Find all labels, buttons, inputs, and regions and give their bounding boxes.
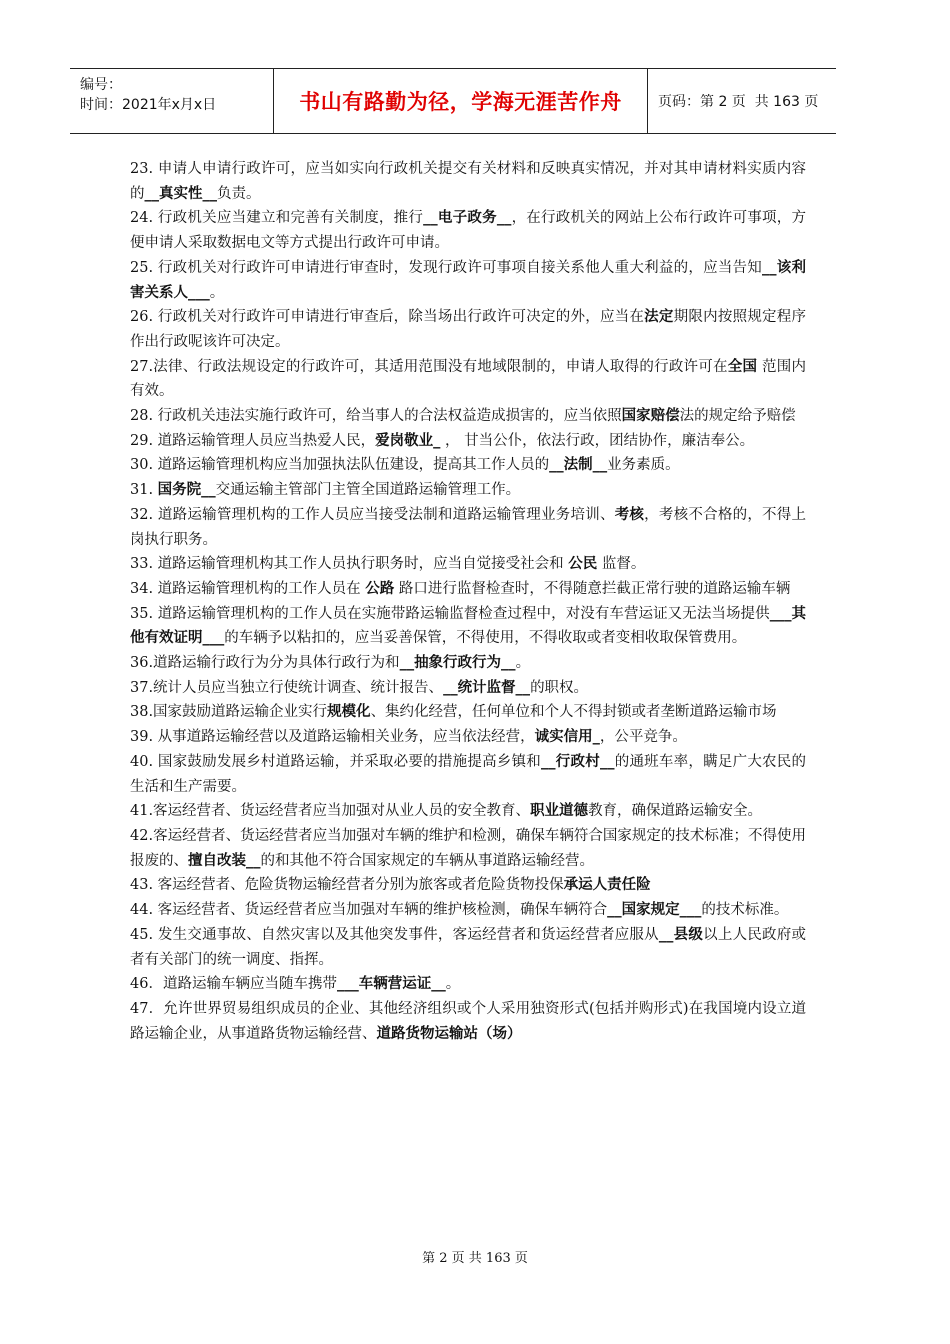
question-text: 24. 行政机关应当建立和完善有关制度，推行 xyxy=(130,210,424,227)
question-text: 41.客运经营者、货运经营者应当加强对从业人员的安全教育、 xyxy=(130,803,531,820)
question-text: 、集约化经营，任何单位和个人不得封锁或者垄断道路运输市场 xyxy=(370,704,777,721)
answer-text: 公民 xyxy=(568,555,598,573)
question-text: 26. 行政机关对行政许可申请进行审查后，除当场出行政许可决定的外，应当在 xyxy=(130,309,645,326)
question-text: 31. xyxy=(130,482,158,499)
header-page-cell xyxy=(648,69,836,133)
header-motto-cell xyxy=(274,69,648,133)
question-text: 。 xyxy=(445,976,461,993)
question-text: 交通运输主管部门主管全国道路运输管理工作。 xyxy=(215,482,521,499)
question-item xyxy=(130,972,806,997)
question-text: 46．道路运输车辆应当随车携带 xyxy=(130,976,337,993)
answer-text: __该利害关系人___ xyxy=(130,258,807,301)
question-text: 25. 行政机关对行政许可申请进行审查时，发现行政许可事项自接关系他人重大利益的，应当告知 xyxy=(130,259,763,276)
page-number-label: 页码：第 2 页 共 163 页 xyxy=(658,94,819,110)
question-item xyxy=(130,429,806,454)
question-text: 47．允许世界贸易组织成员的企业、其他经济组织或个人采用独资形式(包括并购形式)在我国境内设立道路运输企业，从事道路货物运输经营、 xyxy=(130,1000,806,1042)
question-text: 28. 行政机关违法实施行政许可，给当事人的合法权益造成损害的，应当依照 xyxy=(130,408,622,425)
question-text: 业务素质。 xyxy=(607,457,680,474)
question-text: ，在行政机关的网站上公布行政许可事项，方便申请人采取数据电文等方式提出行政许可申请。 xyxy=(130,210,807,252)
question-list xyxy=(130,157,806,1046)
question-text: 38.国家鼓励道路运输企业实行 xyxy=(130,704,328,721)
question-text: 的职权。 xyxy=(530,679,589,696)
question-item xyxy=(130,676,806,701)
question-text: 44. 客运经营者、货运经营者应当加强对车辆的维护核检测，确保车辆符合 xyxy=(130,902,608,919)
question-text: 期限内按照规定程序作出行政呢该许可决定。 xyxy=(130,309,807,350)
question-text: ，考核不合格的，不得上岗执行职务。 xyxy=(130,506,807,548)
question-item xyxy=(130,824,806,873)
question-text: 36.道路运输行政行为分为具体行政行为和 xyxy=(130,655,400,672)
answer-text: 承运人责任险 xyxy=(563,876,651,894)
answer-text: 考核 xyxy=(614,505,645,523)
question-text: ，公平竞争。 xyxy=(599,729,687,746)
question-text: 法的规定给予赔偿 xyxy=(679,408,796,425)
question-text: 的车辆予以粘扣的，应当妥善保管，不得使用，不得收取或者变相收取保管费用。 xyxy=(224,630,747,647)
question-text: 的和其他不符合国家规定的车辆从事道路运输经营。 xyxy=(260,852,594,869)
question-item xyxy=(130,453,806,478)
question-item xyxy=(130,651,806,676)
question-text: 。 xyxy=(515,655,531,672)
question-item xyxy=(130,355,806,404)
answer-text: __法制__ xyxy=(549,456,608,474)
answer-text: __电子政务__ xyxy=(423,209,512,227)
answer-text: 擅自改装__ xyxy=(188,851,261,869)
answer-text: 全国 xyxy=(727,357,758,375)
question-item xyxy=(130,799,806,824)
question-item xyxy=(130,700,806,725)
footer-page-number: 第 2 页 共 163 页 xyxy=(422,1251,528,1266)
answer-text: __真实性__ xyxy=(144,184,217,202)
question-text: 37.统计人员应当独立行使统计调查、统计报告、 xyxy=(130,679,444,696)
question-item xyxy=(130,552,806,577)
question-text: 45. 发生交通事故、自然灾害以及其他突发事件，客运经营者和货运经营者应服从 xyxy=(130,926,659,943)
answer-text: 法定 xyxy=(644,308,674,326)
question-item xyxy=(130,577,806,602)
question-text: 43. 客运经营者、危险货物运输经营者分别为旅客或者危险货物投保 xyxy=(130,877,564,894)
answer-text: ___其他有效证明___ xyxy=(130,604,807,647)
question-text: 29. 道路运输管理人员应当热爱人民， xyxy=(130,432,376,449)
question-text: 监督。 xyxy=(597,556,646,573)
question-item xyxy=(130,206,806,255)
question-text: 以上人民政府或者有关部门的统一调度、指挥。 xyxy=(130,926,807,968)
question-text: 30. 道路运输管理机构应当加强执法队伍建设，提高其工作人员的 xyxy=(130,457,550,474)
answer-text: 国务院__ xyxy=(157,481,216,499)
question-text: 负责。 xyxy=(217,185,261,202)
answer-text: ___车辆营运证__ xyxy=(336,975,446,993)
question-text: 。 xyxy=(209,284,225,301)
answer-text: 道路货物运输站（场） xyxy=(376,1024,522,1042)
question-text: 34. 道路运输管理机构的工作人员在 xyxy=(130,580,366,597)
question-text: 范围内有效。 xyxy=(130,358,807,400)
question-text: 40. 国家鼓励发展乡村道路运输，并采取必要的措施提高乡镇和 xyxy=(130,753,542,770)
motto-text: 书山有路勤为径，学海无涯苦作舟 xyxy=(299,90,622,114)
answer-text: __县级 xyxy=(658,925,704,943)
question-text: 23. 申请人申请行政许可，应当如实向行政机关提交有关材料和反映真实情况，并对其申请材料实质内容的 xyxy=(130,161,806,202)
answer-text: 公路 xyxy=(365,579,395,597)
question-item xyxy=(130,305,806,354)
answer-text: 国家赔偿 xyxy=(621,407,680,425)
question-item xyxy=(130,256,806,305)
time-label: 时间：2021年x月x日 xyxy=(80,97,217,113)
question-text: 32. 道路运输管理机构的工作人员应当接受法制和道路运输管理业务培训、 xyxy=(130,506,615,523)
answer-text: 诚实信用_ xyxy=(534,728,600,746)
answer-text: 职业道德 xyxy=(530,802,589,820)
question-text: 35. 道路运输管理机构的工作人员在实施带路运输监督检查过程中，对没有车营运证又无法当场提供 xyxy=(130,605,770,622)
question-item xyxy=(130,157,806,206)
question-text: 路口进行监督检查时，不得随意拦截正常行驶的道路运输车辆 xyxy=(394,580,791,597)
question-text: 27.法律、行政法规设定的行政许可，其适用范围没有地域限制的，申请人取得的行政许可在 xyxy=(130,358,728,375)
question-text: 教育，确保道路运输安全。 xyxy=(588,803,763,820)
serial-number-label: 编号： xyxy=(80,77,122,93)
question-item xyxy=(130,503,806,552)
answer-text: __国家规定___ xyxy=(607,901,702,919)
question-text: 42.客运经营者、货运经营者应当加强对车辆的维护和检测，确保车辆符合国家规定的技术标准；不得使用报废的、 xyxy=(130,827,806,869)
answer-text: __统计监督__ xyxy=(443,678,531,696)
question-item xyxy=(130,873,806,898)
question-text: 33. 道路运输管理机构其工作人员执行职务时，应当自觉接受社会和 xyxy=(130,556,569,573)
question-text: 的技术标准。 xyxy=(701,902,789,919)
header-meta xyxy=(70,69,274,133)
question-text: 39. 从事道路运输经营以及道路运输相关业务，应当依法经营， xyxy=(130,729,535,746)
answer-text: __行政村__ xyxy=(541,752,615,770)
question-item xyxy=(130,725,806,750)
page-footer xyxy=(0,1247,950,1266)
page-header xyxy=(70,68,836,134)
answer-text: 规模化 xyxy=(327,703,371,721)
question-item xyxy=(130,898,806,923)
answer-text: 爱岗敬业_ xyxy=(375,431,441,449)
question-item xyxy=(130,997,806,1046)
question-text: 的通班车率，瞒足广大农民的生活和生产需要。 xyxy=(130,753,807,795)
question-text: ， 甘当公仆，依法行政，团结协作，廉洁奉公。 xyxy=(440,432,755,449)
answer-text: __抽象行政行为__ xyxy=(399,654,516,672)
question-item xyxy=(130,602,806,651)
question-item xyxy=(130,478,806,503)
question-item xyxy=(130,404,806,429)
question-item xyxy=(130,750,806,799)
question-item xyxy=(130,923,806,972)
